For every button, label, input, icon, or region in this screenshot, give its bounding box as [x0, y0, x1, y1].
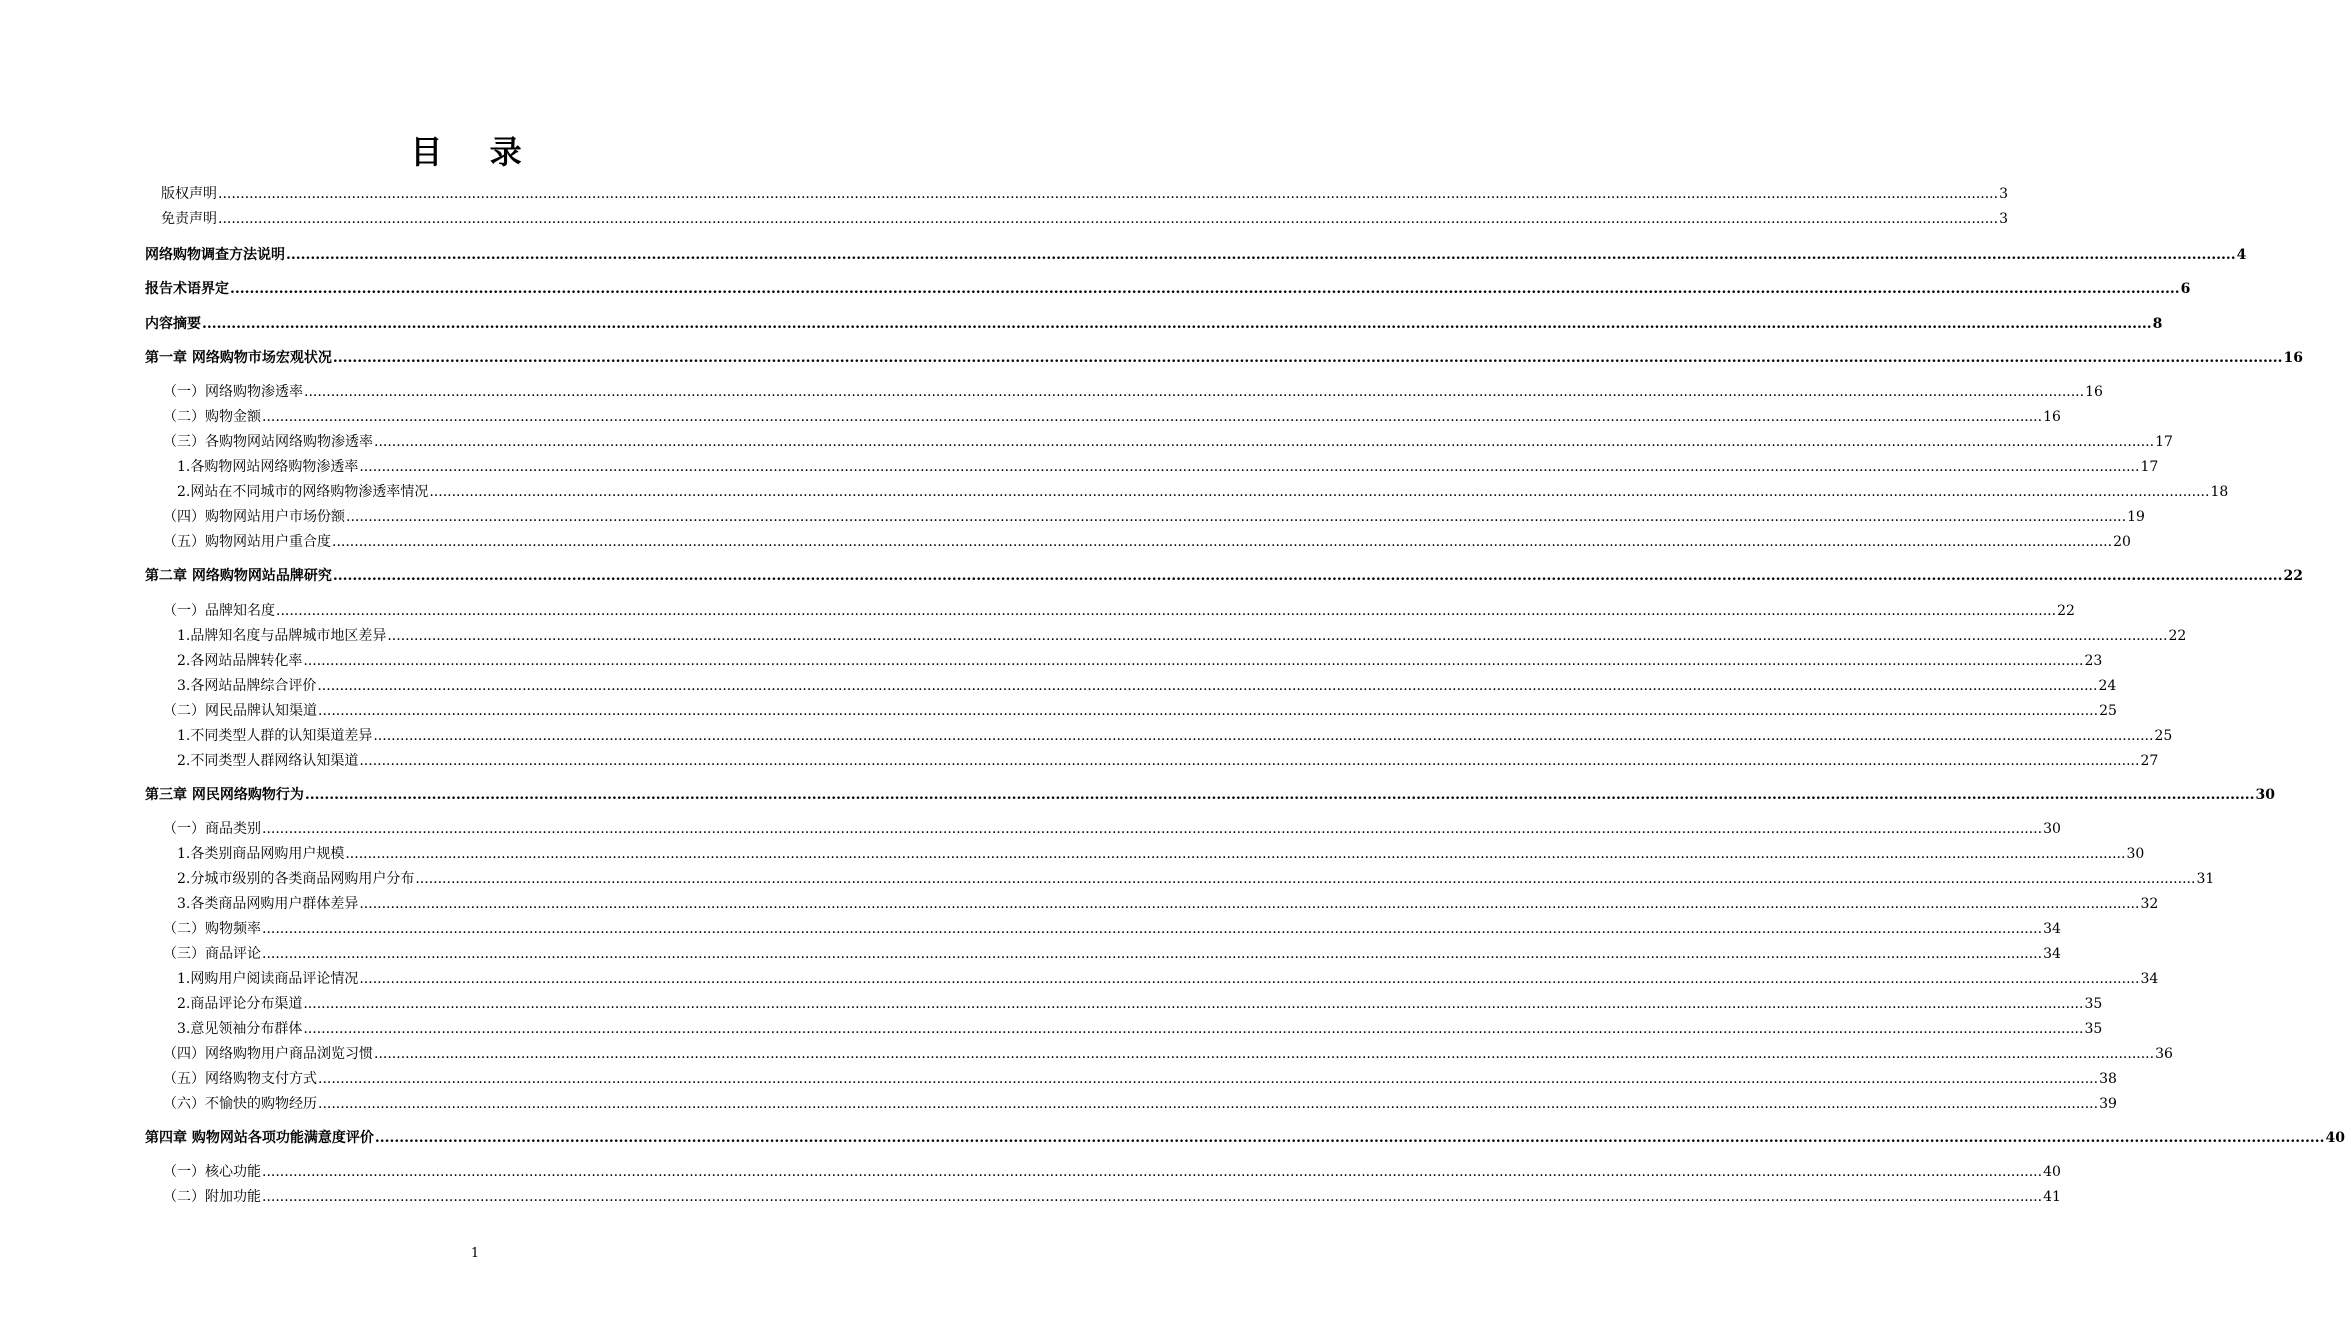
toc-entry[interactable] — [145, 183, 2008, 205]
toc-entry[interactable] — [145, 1161, 2061, 1183]
toc-entry-page: 19 — [2127, 509, 2145, 525]
toc-entry-page: 30 — [2043, 821, 2061, 837]
toc-dot-leader: ................................................................................................................................................................................................................................................................................................................................................................................................................ — [202, 316, 2152, 332]
toc-entry-label: （一）商品类别 — [163, 821, 261, 837]
toc-entry-page: 27 — [2140, 753, 2159, 769]
toc-entry-page: 22 — [2057, 603, 2075, 619]
toc-dot-leader: ................................................................................................................................................................................................................................................................................................................................................................................................................ — [262, 409, 2043, 425]
toc-entry-label: （五）购物网站用户重合度 — [163, 534, 331, 550]
toc-dot-leader: ................................................................................................................................................................................................................................................................................................................................................................................................................ — [218, 211, 1999, 227]
toc-entry-page: 41 — [2043, 1189, 2061, 1205]
toc-entry-label: 2.分城市级别的各类商品网购用户分布 — [177, 871, 415, 887]
toc-entry[interactable] — [145, 1018, 2103, 1040]
toc-dot-leader: ................................................................................................................................................................................................................................................................................................................................................................................................................ — [276, 603, 2057, 619]
toc-entry-page: 20 — [2113, 534, 2131, 550]
toc-dot-leader: ................................................................................................................................................................................................................................................................................................................................................................................................................ — [262, 821, 2043, 837]
toc-dot-leader: ................................................................................................................................................................................................................................................................................................................................................................................................................ — [359, 896, 2140, 912]
toc-entry-page: 39 — [2099, 1096, 2117, 1112]
toc-entry-label: 1.不同类型人群的认知渠道差异 — [177, 728, 373, 744]
toc-entry-page: 17 — [2155, 434, 2173, 450]
toc-dot-leader: ................................................................................................................................................................................................................................................................................................................................................................................................................ — [304, 787, 2255, 803]
toc-dot-leader: ................................................................................................................................................................................................................................................................................................................................................................................................................ — [346, 509, 2127, 525]
toc-dot-leader: ................................................................................................................................................................................................................................................................................................................................................................................................................ — [303, 996, 2084, 1012]
toc-dot-leader: ................................................................................................................................................................................................................................................................................................................................................................................................................ — [286, 247, 2236, 263]
toc-entry[interactable] — [145, 675, 2117, 697]
toc-entry-label: （一）品牌知名度 — [163, 603, 275, 619]
toc-entry-page: 25 — [2099, 703, 2117, 719]
toc-entry-label: 网络购物调查方法说明 — [145, 247, 285, 263]
toc-dot-leader: ................................................................................................................................................................................................................................................................................................................................................................................................................ — [332, 534, 2113, 550]
toc-dot-leader: ................................................................................................................................................................................................................................................................................................................................................................................................................ — [345, 846, 2126, 862]
toc-dot-leader: ................................................................................................................................................................................................................................................................................................................................................................................................................ — [304, 384, 2085, 400]
toc-entry-page: 16 — [2043, 409, 2061, 425]
page-title: 目 录 — [410, 133, 540, 171]
toc-dot-leader: ................................................................................................................................................................................................................................................................................................................................................................................................................ — [317, 678, 2098, 694]
toc-dot-leader: ................................................................................................................................................................................................................................................................................................................................................................................................................ — [303, 653, 2084, 669]
toc-entry[interactable] — [145, 406, 2061, 428]
toc-entry[interactable] — [145, 1068, 2117, 1090]
toc-entry-page: 30 — [2126, 846, 2145, 862]
toc-entry[interactable] — [145, 1093, 2117, 1115]
toc-entry[interactable] — [145, 278, 2191, 300]
toc-entry[interactable] — [145, 784, 2275, 806]
toc-entry-label: （二）附加功能 — [163, 1189, 261, 1205]
toc-entry-page: 32 — [2140, 896, 2159, 912]
toc-entry-page: 25 — [2154, 728, 2173, 744]
toc-entry-label: 版权声明 — [161, 186, 217, 202]
toc-entry-label: （二）购物金额 — [163, 409, 261, 425]
toc-dot-leader: ................................................................................................................................................................................................................................................................................................................................................................................................................ — [373, 728, 2154, 744]
toc-entry-page: 23 — [2084, 653, 2103, 669]
toc-dot-leader: ................................................................................................................................................................................................................................................................................................................................................................................................................ — [230, 281, 2180, 297]
toc-entry-page: 35 — [2084, 996, 2103, 1012]
toc-entry-page: 38 — [2099, 1071, 2117, 1087]
toc-entry-label: 3.各类商品网购用户群体差异 — [177, 896, 359, 912]
toc-entry-label: 1.各类别商品网购用户规模 — [177, 846, 345, 862]
toc-entry-label: 报告术语界定 — [145, 281, 229, 297]
toc-entry-label: （一）网络购物渗透率 — [163, 384, 303, 400]
toc-entry-label: 1.网购用户阅读商品评论情况 — [177, 971, 359, 987]
toc-dot-leader: ................................................................................................................................................................................................................................................................................................................................................................................................................ — [332, 568, 2283, 584]
toc-entry-page: 40 — [2043, 1164, 2061, 1180]
toc-entry-label: 2.各网站品牌转化率 — [177, 653, 303, 669]
toc-entry[interactable] — [145, 868, 2215, 890]
toc-entry[interactable] — [145, 943, 2061, 965]
toc-entry-label: 第一章 网络购物市场宏观状况 — [145, 350, 332, 366]
toc-entry-label: 第二章 网络购物网站品牌研究 — [145, 568, 332, 584]
toc-dot-leader: ................................................................................................................................................................................................................................................................................................................................................................................................................ — [415, 871, 2196, 887]
toc-entry-page: 18 — [2210, 484, 2229, 500]
toc-entry-page: 24 — [2098, 678, 2117, 694]
toc-entry-label: 2.网站在不同城市的网络购物渗透率情况 — [177, 484, 429, 500]
toc-entry-page: 34 — [2140, 971, 2159, 987]
toc-dot-leader: ................................................................................................................................................................................................................................................................................................................................................................................................................ — [318, 1071, 2099, 1087]
toc-dot-leader: ................................................................................................................................................................................................................................................................................................................................................................................................................ — [262, 946, 2043, 962]
toc-entry[interactable] — [145, 993, 2103, 1015]
toc-entry-label: （四）购物网站用户市场份额 — [163, 509, 345, 525]
toc-entry-label: 1.各购物网站网络购物渗透率 — [177, 459, 359, 475]
toc-dot-leader: ................................................................................................................................................................................................................................................................................................................................................................................................................ — [332, 350, 2283, 366]
toc-entry[interactable] — [145, 843, 2145, 865]
toc-dot-leader: ................................................................................................................................................................................................................................................................................................................................................................................................................ — [374, 1130, 2325, 1146]
toc-dot-leader: ................................................................................................................................................................................................................................................................................................................................................................................................................ — [429, 484, 2210, 500]
toc-entry[interactable] — [145, 347, 2303, 369]
toc-entry[interactable] — [145, 506, 2145, 528]
toc-entry[interactable] — [145, 244, 2247, 266]
toc-entry-page: 36 — [2155, 1046, 2173, 1062]
toc-entry[interactable] — [145, 208, 2008, 230]
toc-dot-leader: ................................................................................................................................................................................................................................................................................................................................................................................................................ — [262, 921, 2043, 937]
toc-entry[interactable] — [145, 531, 2131, 553]
toc-entry[interactable] — [145, 600, 2075, 622]
toc-entry-page: 4 — [2236, 247, 2247, 263]
toc-entry[interactable] — [145, 625, 2187, 647]
toc-entry[interactable] — [145, 1043, 2173, 1065]
toc-dot-leader: ................................................................................................................................................................................................................................................................................................................................................................................................................ — [359, 971, 2140, 987]
toc-entry-label: 第三章 网民网络购物行为 — [145, 787, 304, 803]
toc-entry-page: 8 — [2152, 316, 2163, 332]
toc-entry[interactable] — [145, 313, 2163, 335]
toc-entry[interactable] — [145, 918, 2061, 940]
toc-entry-page: 17 — [2140, 459, 2159, 475]
toc-dot-leader: ................................................................................................................................................................................................................................................................................................................................................................................................................ — [359, 753, 2140, 769]
toc-entry[interactable] — [145, 968, 2159, 990]
toc-dot-leader: ................................................................................................................................................................................................................................................................................................................................................................................................................ — [262, 1164, 2043, 1180]
toc-entry-page: 3 — [1999, 211, 2008, 227]
toc-entry[interactable] — [145, 456, 2159, 478]
page-number: 1 — [470, 1246, 480, 1261]
toc-entry-page: 31 — [2196, 871, 2215, 887]
toc-entry[interactable] — [145, 750, 2159, 772]
toc-dot-leader: ................................................................................................................................................................................................................................................................................................................................................................................................................ — [318, 1096, 2099, 1112]
toc-entry-page: 30 — [2255, 787, 2275, 803]
toc-entry-label: （五）网络购物支付方式 — [163, 1071, 317, 1087]
toc-entry-label: （一）核心功能 — [163, 1164, 261, 1180]
toc-entry-page: 22 — [2283, 568, 2303, 584]
toc-entry-page: 16 — [2283, 350, 2303, 366]
toc-entry-label: 免责声明 — [161, 211, 217, 227]
toc-entry[interactable] — [145, 481, 2229, 503]
toc-dot-leader: ................................................................................................................................................................................................................................................................................................................................................................................................................ — [374, 434, 2155, 450]
toc-dot-leader: ................................................................................................................................................................................................................................................................................................................................................................................................................ — [374, 1046, 2155, 1062]
toc-entry-page: 34 — [2043, 921, 2061, 937]
toc-entry-label: 第四章 购物网站各项功能满意度评价 — [145, 1130, 374, 1146]
toc-entry-label: （二）网民品牌认知渠道 — [163, 703, 317, 719]
toc-entry-label: 内容摘要 — [145, 316, 201, 332]
toc-entry-label: 2.商品评论分布渠道 — [177, 996, 303, 1012]
toc-entry-label: 3.意见领袖分布群体 — [177, 1021, 303, 1037]
toc-entry-label: （六）不愉快的购物经历 — [163, 1096, 317, 1112]
toc-dot-leader: ................................................................................................................................................................................................................................................................................................................................................................................................................ — [318, 703, 2099, 719]
toc-entry[interactable] — [145, 700, 2117, 722]
toc-entry-page: 40 — [2325, 1130, 2345, 1146]
toc-entry-label: 1.品牌知名度与品牌城市地区差异 — [177, 628, 387, 644]
toc-dot-leader: ................................................................................................................................................................................................................................................................................................................................................................................................................ — [303, 1021, 2084, 1037]
toc-entry-page: 22 — [2168, 628, 2187, 644]
toc-entry[interactable] — [145, 1127, 2345, 1149]
toc-dot-leader: ................................................................................................................................................................................................................................................................................................................................................................................................................ — [218, 186, 1999, 202]
toc-entry[interactable] — [145, 818, 2061, 840]
toc-entry-label: 3.各网站品牌综合评价 — [177, 678, 317, 694]
toc-entry-page: 3 — [1999, 186, 2008, 202]
toc-dot-leader: ................................................................................................................................................................................................................................................................................................................................................................................................................ — [359, 459, 2140, 475]
toc-entry[interactable] — [145, 725, 2173, 747]
toc-entry[interactable] — [145, 431, 2173, 453]
toc-entry[interactable] — [145, 893, 2159, 915]
toc-entry[interactable] — [145, 565, 2303, 587]
toc-entry-label: （三）商品评论 — [163, 946, 261, 962]
toc-entry[interactable] — [145, 381, 2103, 403]
toc-entry-label: （四）网络购物用户商品浏览习惯 — [163, 1046, 373, 1062]
toc-entry-page: 34 — [2043, 946, 2061, 962]
toc-entry-page: 6 — [2180, 281, 2191, 297]
toc-entry-label: （三）各购物网站网络购物渗透率 — [163, 434, 373, 450]
toc-entry-page: 35 — [2084, 1021, 2103, 1037]
toc-entry-label: 2.不同类型人群网络认知渠道 — [177, 753, 359, 769]
toc-entry[interactable] — [145, 1186, 2061, 1208]
toc-entry[interactable] — [145, 650, 2103, 672]
toc-entry-page: 16 — [2085, 384, 2103, 400]
toc-dot-leader: ................................................................................................................................................................................................................................................................................................................................................................................................................ — [262, 1189, 2043, 1205]
toc-dot-leader: ................................................................................................................................................................................................................................................................................................................................................................................................................ — [387, 628, 2168, 644]
toc-entry-label: （二）购物频率 — [163, 921, 261, 937]
